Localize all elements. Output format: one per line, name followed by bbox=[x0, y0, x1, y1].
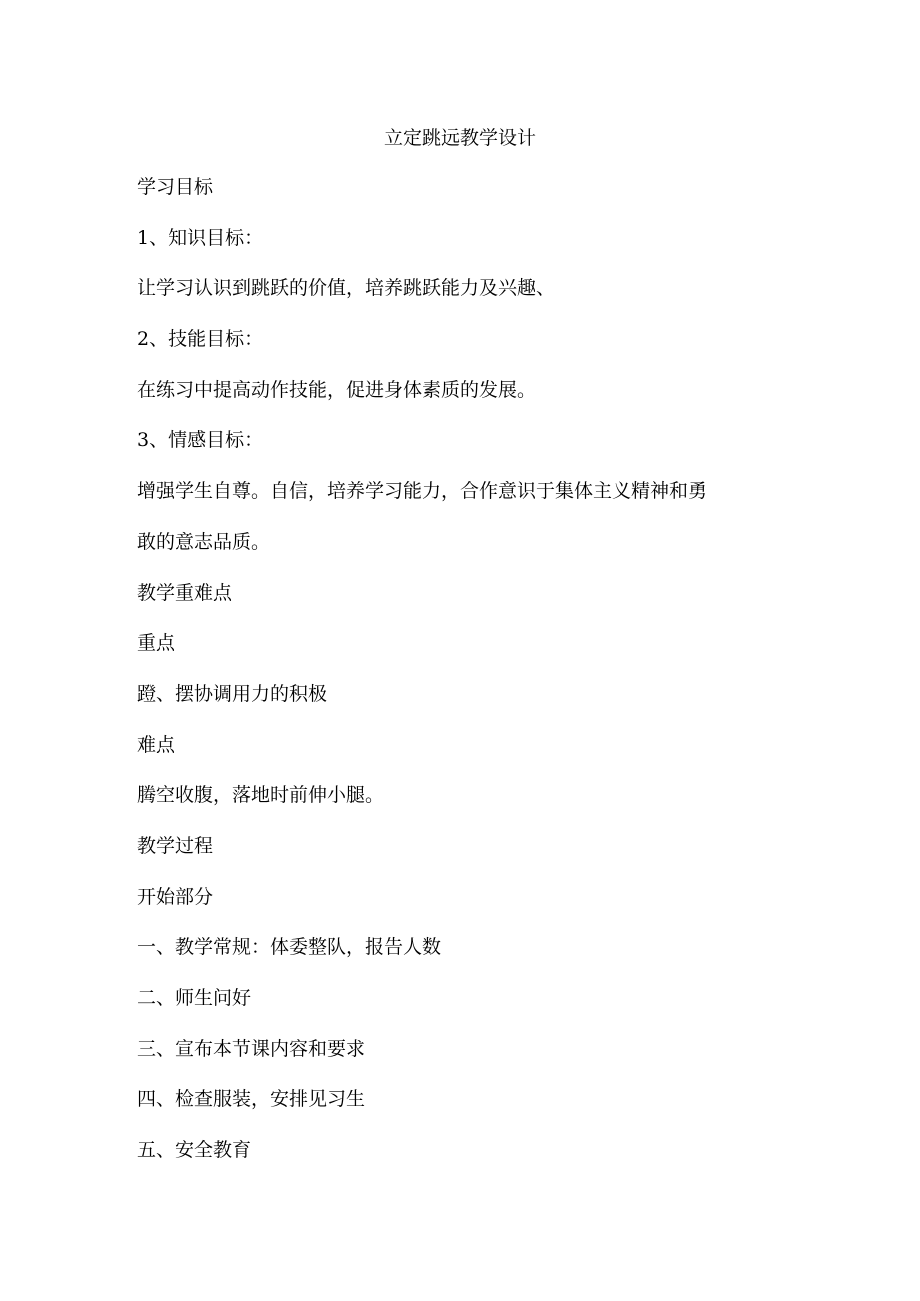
paragraph-skill-objective: 在练习中提高动作技能，促进身体素质的发展。 bbox=[137, 378, 537, 401]
subheading-skill-objective: 2、技能目标： bbox=[137, 328, 264, 351]
subheading-opening-part: 开始部分 bbox=[137, 885, 214, 908]
paragraph-key-point: 蹬、摆协调用力的积极 bbox=[137, 682, 328, 705]
section-heading-learning-objectives: 学习目标 bbox=[137, 176, 214, 198]
subheading-difficulty: 难点 bbox=[137, 733, 176, 756]
document-title: 立定跳远教学设计 bbox=[383, 127, 536, 149]
paragraph-emotional-objective-line1: 增强学生自尊。自信，培养学习能力，合作意识于集体主义精神和勇 bbox=[137, 480, 708, 503]
paragraph-knowledge-objective: 让学习认识到跳跃的价值，培养跳跃能力及兴趣、 bbox=[137, 277, 556, 300]
list-item-1: 一、教学常规：体委整队，报告人数 bbox=[137, 936, 442, 959]
subheading-knowledge-objective: 1、知识目标： bbox=[137, 226, 264, 249]
subheading-key-point: 重点 bbox=[137, 632, 176, 655]
document-body bbox=[137, 173, 777, 1187]
paragraph-emotional-objective-line2: 敢的意志品质。 bbox=[137, 530, 271, 553]
list-item-5: 五、安全教育 bbox=[137, 1139, 252, 1162]
list-item-2: 二、师生问好 bbox=[137, 987, 252, 1009]
list-item-4: 四、检查服装，安排见习生 bbox=[137, 1088, 366, 1111]
paragraph-difficulty: 腾空收腹，落地时前伸小腿。 bbox=[137, 784, 385, 807]
section-heading-teaching-process: 教学过程 bbox=[137, 834, 214, 857]
section-heading-key-difficulties: 教学重难点 bbox=[137, 581, 233, 604]
subheading-emotional-objective: 3、情感目标： bbox=[137, 429, 264, 452]
list-item-3: 三、宣布本节课内容和要求 bbox=[137, 1037, 366, 1060]
